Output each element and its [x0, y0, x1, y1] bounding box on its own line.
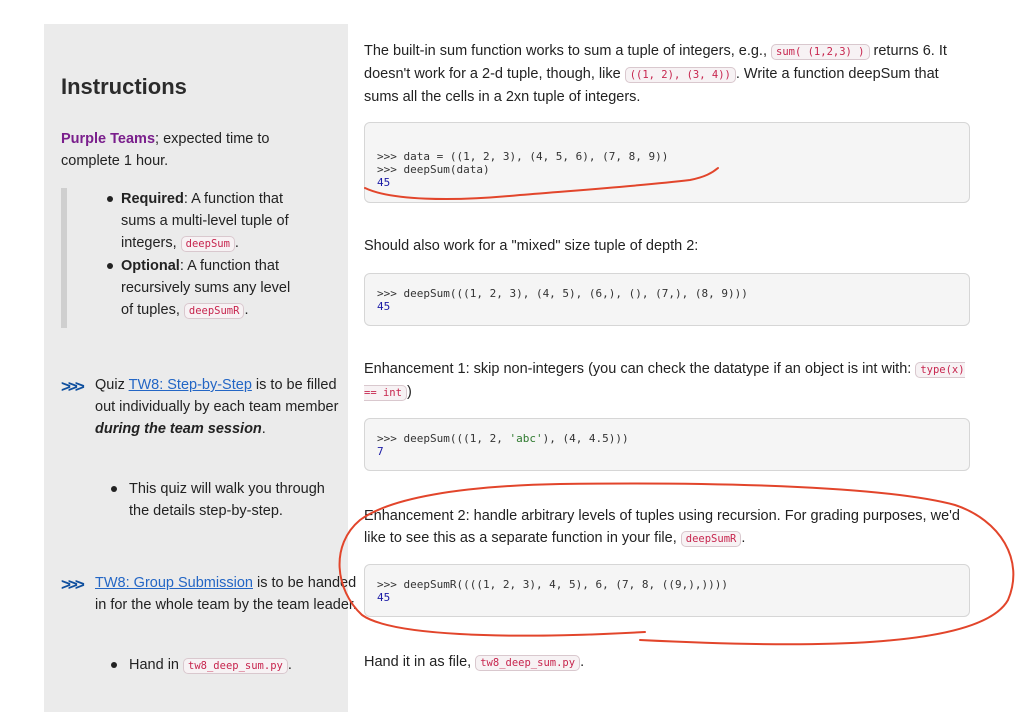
required-tail: . — [234, 235, 239, 251]
inline-code: type(x) == int — [364, 364, 965, 399]
enhancement2-tail: . — [741, 530, 746, 546]
enhancement2-paragraph — [364, 505, 974, 550]
hand-in-bullet — [105, 654, 329, 677]
optional-text: : A function that recursively sums any level of tuples, — [121, 258, 291, 318]
code-line — [377, 432, 957, 445]
submission-item — [61, 572, 359, 616]
submission-link[interactable]: TW8: Group Submission — [95, 575, 253, 591]
required-label: Required — [121, 191, 184, 207]
inline-code: sum( (1,2,3) ) — [771, 44, 870, 60]
enhancement1-text: Enhancement 1: skip non-integers (you can check the datatype if an object is int with: — [364, 361, 916, 377]
code-output: 45 — [377, 300, 391, 313]
code-block — [364, 418, 970, 471]
code-block — [364, 564, 970, 617]
quiz-prefix: Quiz — [95, 377, 129, 393]
team-rest: ; expected time to complete 1 hour. — [61, 131, 270, 169]
code-output: 45 — [377, 591, 391, 604]
hand-in-paragraph — [364, 651, 974, 674]
team-name: Purple Teams — [61, 131, 156, 147]
inline-code: deepSumR — [681, 531, 742, 547]
enhancement1-paragraph — [364, 358, 974, 404]
code-line: >>> deepSum(((1, 2, 3), (4, 5), (6,), (), (7,), (8, 9))) — [377, 287, 748, 300]
quiz-bullet: This quiz will walk you through the details step-by-step. — [105, 478, 329, 522]
main-content — [364, 0, 974, 712]
list-item — [67, 255, 299, 322]
code-segment: >>> deepSum(((1, 2, — [377, 432, 510, 445]
quiz-item — [61, 374, 359, 440]
quiz-emphasis: during the team session — [95, 421, 262, 437]
intro-text-1: The built-in sum function works to sum a tuple of integers, e.g., — [364, 43, 771, 59]
hand-in-tail: . — [287, 657, 292, 673]
enhancement1-tail: ) — [406, 384, 412, 400]
code-string: 'abc' — [509, 432, 543, 445]
code-line: >>> data = ((1, 2, 3), (4, 5, 6), (7, 8, 9)) — [377, 150, 669, 163]
required-text: : A function that sums a multi-level tuple of integers, — [121, 191, 289, 251]
instructions-sidebar — [44, 24, 357, 712]
quiz-end: . — [261, 421, 266, 437]
team-line — [61, 128, 311, 172]
list-item — [67, 188, 299, 255]
quiz-link[interactable]: TW8: Step-by-Step — [128, 377, 252, 393]
submission-text: is to be handed in for the whole team by the team leader. — [95, 575, 357, 613]
hand-in-prefix: Hand in — [129, 657, 184, 673]
code-output: 45 — [377, 176, 391, 189]
code-line: >>> deepSum(data) — [377, 163, 490, 176]
inline-code: ((1, 2), (3, 4)) — [625, 67, 736, 83]
hand-in-tail: . — [580, 654, 585, 670]
code-line: >>> deepSumR((((1, 2, 3), 4, 5), 6, (7, 8, ((9,),)))) — [377, 578, 728, 591]
code-output: 7 — [377, 445, 384, 458]
quiz-text: is to be filled out individually by each team member — [95, 377, 339, 415]
enhancement2-text: Enhancement 2: handle arbitrary levels of tuples using recursion. For grading purposes, we'd like to see this as a separate function in your file, — [364, 508, 960, 546]
hand-in-text: Hand it in as file, — [364, 654, 476, 670]
double-chevron-icon: >>> — [61, 377, 82, 396]
code-segment: ), (4, 4.5))) — [542, 432, 629, 445]
intro-text-2: returns 6. It doesn't work for a 2-d tuple, though, like — [364, 43, 947, 82]
inline-code: tw8_deep_sum.py — [475, 655, 580, 671]
inline-code: tw8_deep_sum.py — [183, 658, 288, 674]
optional-label: Optional — [121, 258, 180, 274]
requirements-list — [67, 188, 337, 322]
inline-code: deepSumR — [184, 303, 245, 319]
intro-text-3: . Write a function deepSum that sums all the cells in a 2xn tuple of integers. — [364, 66, 939, 105]
intro-paragraph — [364, 40, 974, 108]
double-chevron-icon: >>> — [61, 575, 82, 594]
code-block — [364, 273, 970, 326]
code-block — [364, 122, 970, 203]
requirements-block — [61, 188, 337, 328]
inline-code: deepSum — [181, 236, 235, 252]
sidebar-title: Instructions — [61, 74, 187, 99]
optional-tail: . — [244, 302, 249, 318]
mixed-paragraph: Should also work for a "mixed" size tuple of depth 2: — [364, 238, 699, 254]
